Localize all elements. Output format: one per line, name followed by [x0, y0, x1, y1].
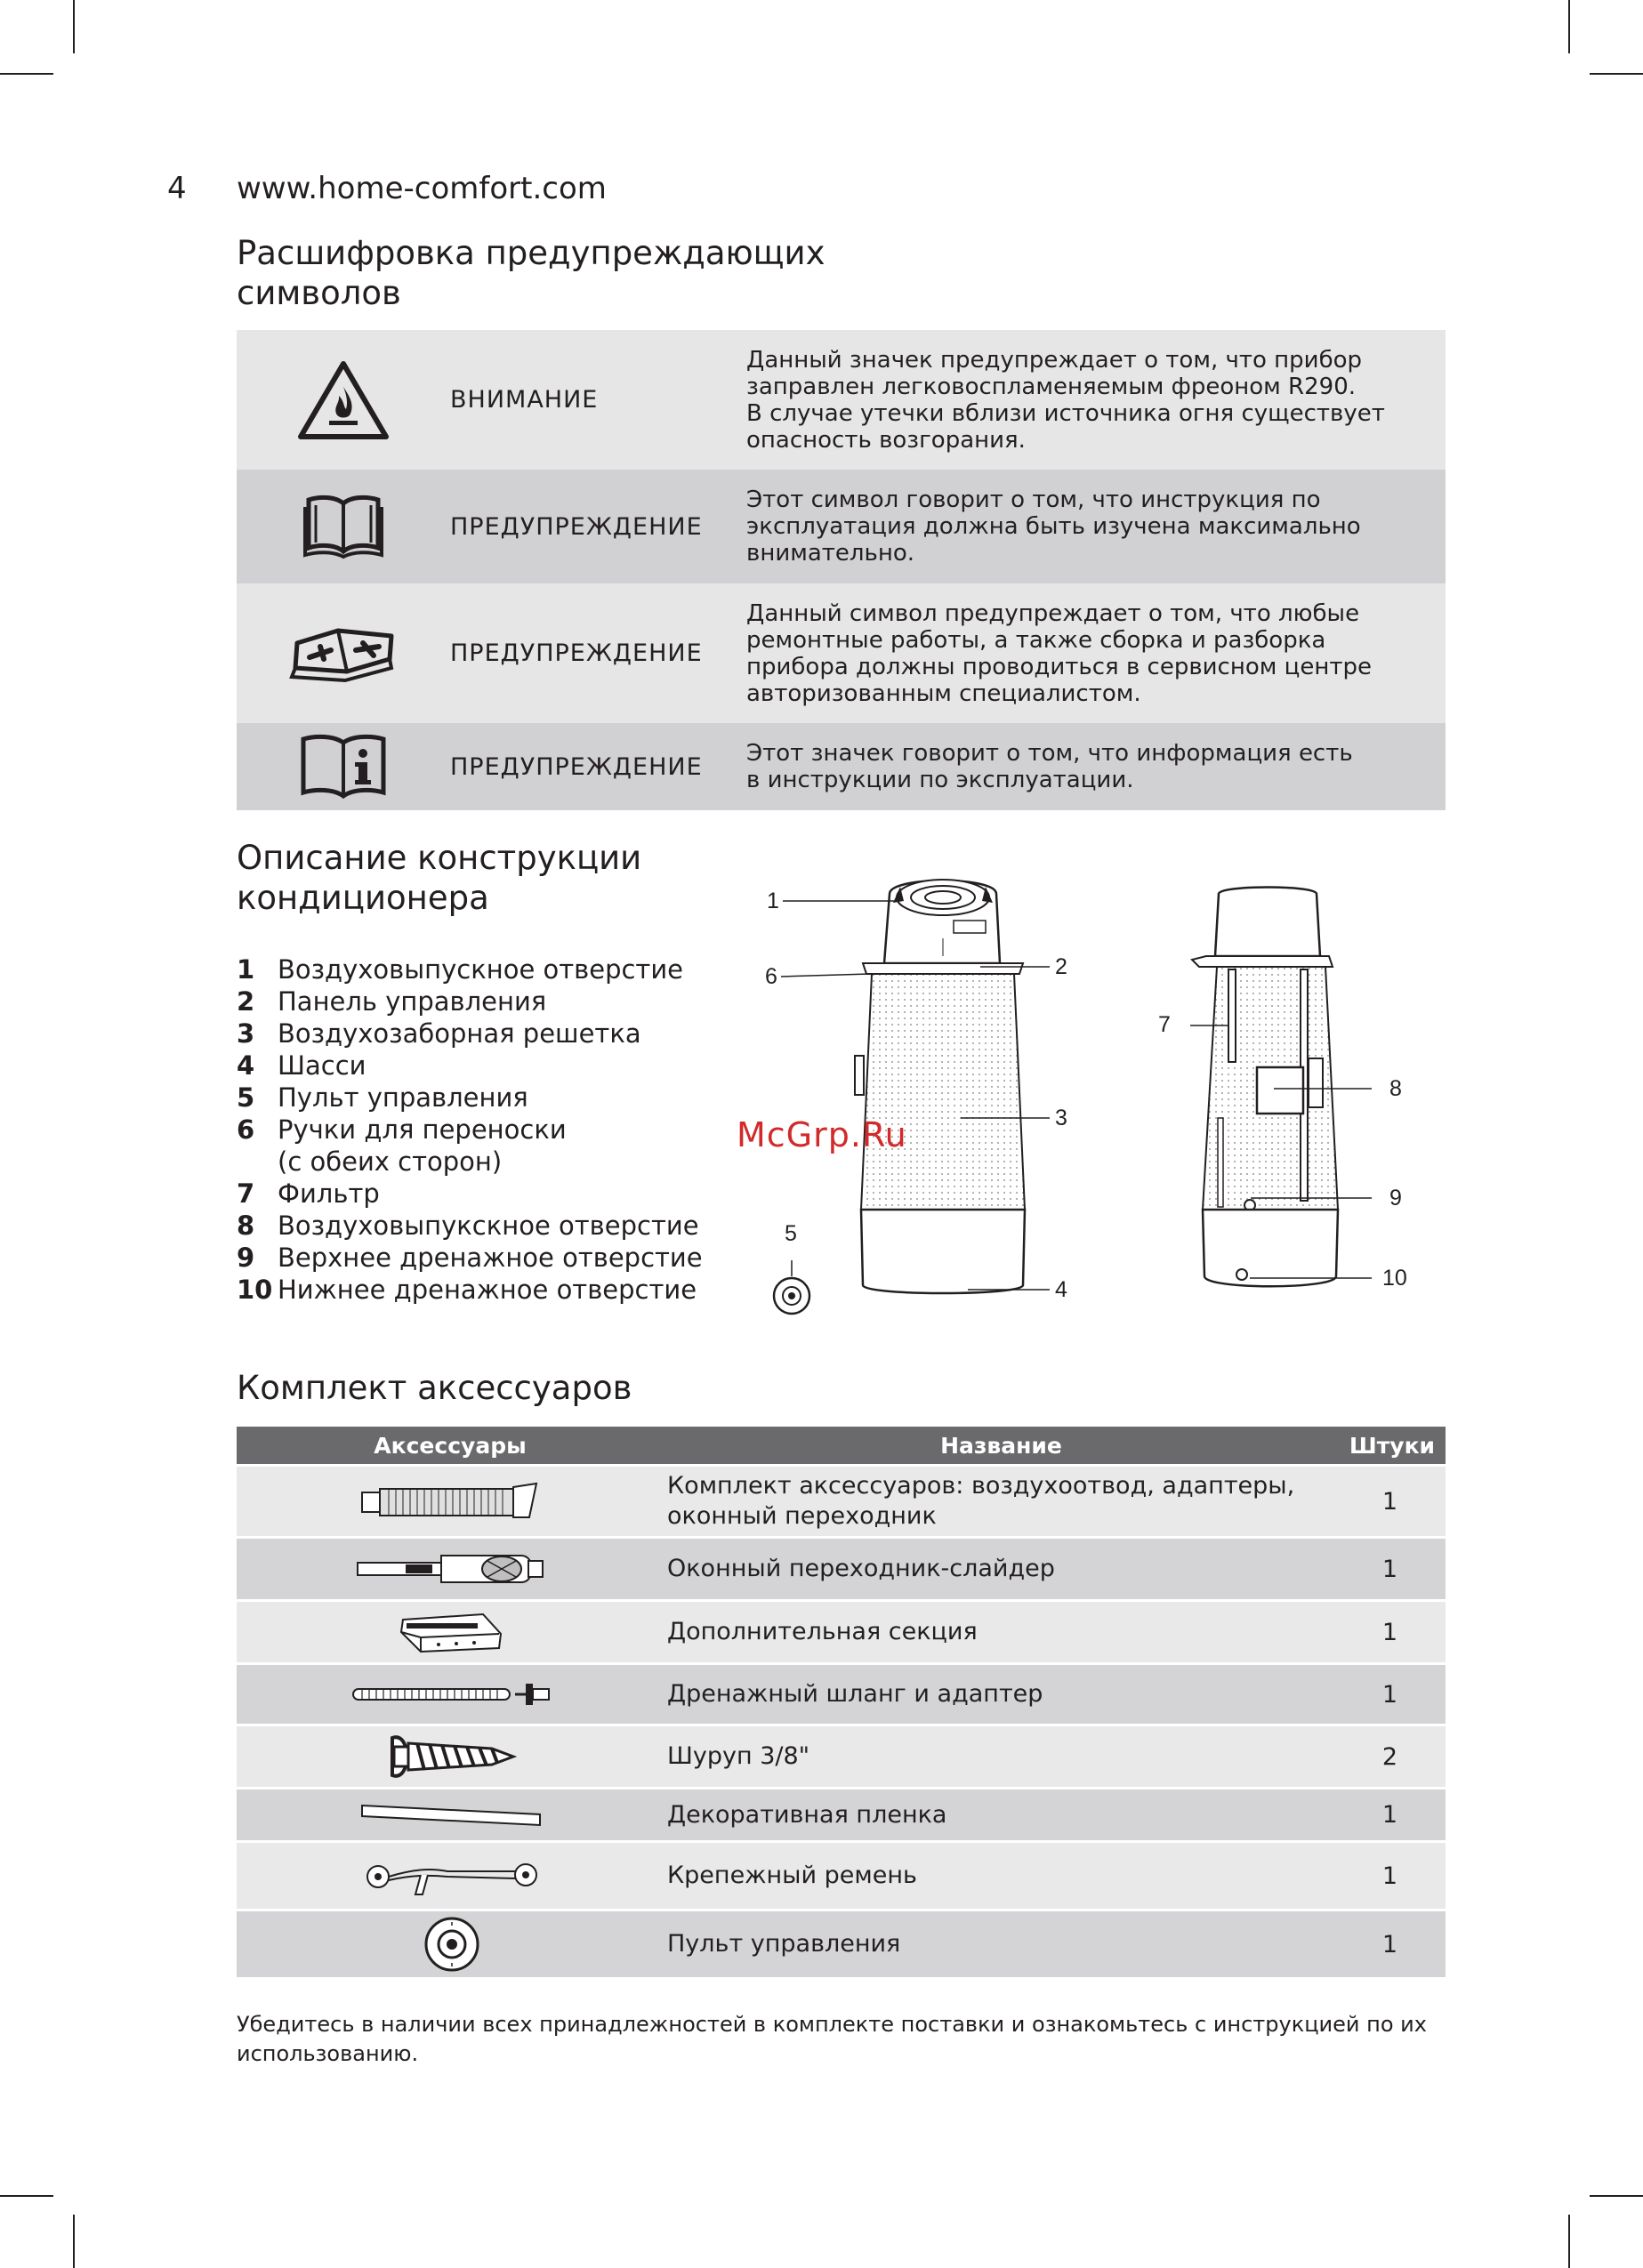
column-header: Название — [940, 1432, 1062, 1459]
service-manual-icon — [237, 623, 450, 684]
accessories-section-title: Комплект аксессуаров — [237, 1369, 632, 1407]
warning-label: ПРЕДУПРЕЖДЕНИЕ — [450, 639, 703, 667]
part-number — [237, 1146, 278, 1178]
note-line: использованию. — [237, 2041, 419, 2066]
table-row — [237, 1909, 1446, 1977]
part-number: 7 — [237, 1178, 255, 1209]
extra-section-icon — [237, 1607, 667, 1657]
accessory-quantity: 1 — [1381, 1487, 1398, 1516]
description-line: Этот символ говорит о том, что инструкция по — [746, 487, 1321, 513]
column-header: Аксессуары — [374, 1432, 527, 1459]
list-item — [237, 1082, 703, 1114]
part-number: 8 — [237, 1210, 255, 1241]
name-line: оконный переходник — [667, 1502, 937, 1530]
list-item — [237, 1114, 703, 1146]
part-name: Шасси — [278, 1050, 366, 1081]
table-row — [237, 1464, 1446, 1536]
warning-label: ВНИМАНИЕ — [450, 386, 599, 414]
warning-row — [237, 330, 1446, 470]
warning-description — [746, 347, 1446, 454]
column-header: Штуки — [1349, 1432, 1436, 1459]
accessory-name — [667, 1741, 1334, 1772]
table-row — [237, 1662, 1446, 1724]
strap-icon — [237, 1852, 667, 1900]
part-number: 4 — [237, 1050, 255, 1081]
crop-mark — [0, 73, 53, 75]
website-url[interactable]: www.home-comfort.com — [237, 171, 607, 206]
list-item — [237, 985, 703, 1017]
remote-control-drawing — [774, 1278, 809, 1314]
description-line: в инструкции по эксплуатации. — [746, 767, 1134, 793]
accessory-name — [667, 1554, 1334, 1584]
accessory-name — [667, 1800, 1334, 1830]
warning-row — [237, 470, 1446, 583]
name-line: Шуруп 3/8" — [667, 1742, 810, 1770]
warning-label: ПРЕДУПРЕЖДЕНИЕ — [450, 512, 703, 541]
diagram-label: 6 — [765, 964, 777, 989]
part-name: Воздухозаборная решетка — [278, 1018, 641, 1049]
description-line: внимательно. — [746, 540, 915, 567]
accessory-quantity: 1 — [1381, 1862, 1398, 1890]
part-name: Нижнее дренажное отверстие — [278, 1275, 697, 1305]
description-line: прибора должны проводиться в сервисном центре — [746, 653, 1372, 680]
parts-list — [237, 953, 703, 1306]
part-name: Верхнее дренажное отверстие — [278, 1243, 703, 1273]
table-row — [237, 1840, 1446, 1909]
flammable-warning-icon — [237, 360, 450, 440]
description-line: заправлен легковоспламеняемым фреоном R290. — [746, 373, 1357, 400]
part-number: 2 — [237, 986, 255, 1017]
part-name: Пульт управления — [278, 1082, 528, 1113]
watermark: McGrp.Ru — [737, 1115, 907, 1154]
warning-symbols-table — [237, 330, 1446, 810]
accessory-quantity: 1 — [1381, 1618, 1398, 1646]
drain-hose-icon — [237, 1678, 667, 1710]
accessory-name — [667, 1679, 1334, 1709]
crop-mark — [73, 2215, 75, 2268]
table-row — [237, 1724, 1446, 1787]
title-line: Описание конструкции — [237, 839, 642, 877]
part-number: 6 — [237, 1114, 255, 1145]
description-line: авторизованным специалистом. — [746, 680, 1141, 707]
description-line: эксплуатация должна быть изучена максимально — [746, 513, 1361, 540]
list-item — [237, 953, 703, 985]
name-line: Дренажный шланг и адаптер — [667, 1680, 1043, 1708]
part-number: 9 — [237, 1243, 255, 1273]
warning-description — [746, 600, 1446, 707]
symbols-section-title — [237, 233, 825, 313]
diagram-label: 10 — [1382, 1266, 1407, 1291]
page-number: 4 — [167, 171, 187, 206]
diagram-label: 2 — [1055, 954, 1067, 979]
list-item — [237, 1274, 703, 1306]
table-header — [237, 1427, 1446, 1464]
description-line: В случае утечки вблизи источника огня существует — [746, 399, 1385, 427]
screw-icon — [237, 1729, 667, 1784]
list-item — [237, 1178, 703, 1210]
accessory-name — [667, 1471, 1334, 1532]
construction-section-title — [237, 838, 641, 918]
warning-description — [746, 740, 1446, 793]
name-line: Комплект аксессуаров: воздухоотвод, адаптеры, — [667, 1472, 1295, 1500]
list-item — [237, 1146, 703, 1178]
warning-row — [237, 583, 1446, 723]
crop-mark — [1590, 2195, 1643, 2197]
manual-book-icon — [237, 493, 450, 560]
diagram-label: 8 — [1389, 1076, 1402, 1101]
name-line: Дополнительная секция — [667, 1618, 978, 1645]
description-line: опасность возгорания. — [746, 426, 1026, 454]
accessory-quantity: 2 — [1381, 1742, 1398, 1771]
name-line: Пульт управления — [667, 1930, 901, 1958]
list-item — [237, 1017, 703, 1050]
part-name: Фильтр — [278, 1178, 380, 1209]
description-line: Данный символ предупреждает о том, что любые — [746, 599, 1360, 627]
table-row — [237, 1536, 1446, 1599]
front-view — [855, 880, 1025, 1293]
warning-row — [237, 723, 1446, 810]
accessories-table — [237, 1427, 1446, 1977]
part-name: Ручки для переноски — [278, 1114, 567, 1145]
description-line: Этот значек говорит о том, что информация есть — [746, 740, 1353, 767]
accessory-quantity: 1 — [1381, 1801, 1398, 1829]
list-item — [237, 1050, 703, 1082]
diagram-label: 5 — [785, 1221, 797, 1246]
back-view — [1192, 888, 1338, 1287]
accessory-name — [667, 1929, 1334, 1959]
part-number: 10 — [237, 1275, 273, 1305]
accessory-quantity: 1 — [1381, 1555, 1398, 1583]
part-name: (с обеих сторон) — [278, 1146, 503, 1177]
name-line: Крепежный ремень — [667, 1862, 917, 1889]
part-number: 1 — [237, 954, 255, 985]
list-item — [237, 1210, 703, 1242]
accessory-name — [667, 1617, 1334, 1647]
crop-mark — [1568, 2215, 1570, 2268]
title-line: символов — [237, 274, 401, 312]
part-name: Панель управления — [278, 986, 547, 1017]
diagram-label: 1 — [767, 889, 779, 913]
diagram-label: 3 — [1055, 1106, 1067, 1130]
part-name: Воздуховыпускное отверстие — [278, 954, 684, 985]
part-number: 3 — [237, 1018, 255, 1049]
crop-mark — [1590, 73, 1643, 75]
note-line: Убедитесь в наличии всех принадлежностей в комплекте поставки и ознакомьтесь с инструкцией по их — [237, 2012, 1427, 2037]
diagram-label: 4 — [1055, 1277, 1067, 1302]
footer-note — [237, 2010, 1464, 2069]
info-manual-icon — [237, 734, 450, 800]
diagram-label: 9 — [1389, 1186, 1402, 1210]
accessory-name — [667, 1861, 1334, 1891]
table-row — [237, 1787, 1446, 1840]
accessory-quantity: 1 — [1381, 1680, 1398, 1709]
air-conditioner-diagram — [747, 867, 1441, 1330]
list-item — [237, 1242, 703, 1274]
exhaust-hose-icon — [237, 1476, 667, 1526]
diagram-label: 7 — [1158, 1012, 1171, 1037]
crop-mark — [0, 2195, 53, 2197]
crop-mark — [73, 0, 75, 53]
crop-mark — [1568, 0, 1570, 53]
warning-label: ПРЕДУПРЕЖДЕНИЕ — [450, 752, 703, 781]
part-name: Воздуховыпукскное отверстие — [278, 1210, 699, 1241]
accessory-quantity: 1 — [1381, 1930, 1398, 1958]
name-line: Оконный переходник-слайдер — [667, 1555, 1055, 1582]
window-slider-icon — [237, 1547, 667, 1591]
title-line: кондиционера — [237, 879, 489, 917]
description-line: Данный значек предупреждает о том, что прибор — [746, 346, 1363, 374]
part-number: 5 — [237, 1082, 255, 1113]
remote-control-icon — [237, 1915, 667, 1974]
warning-description — [746, 487, 1446, 567]
decor-film-icon — [237, 1800, 667, 1830]
table-row — [237, 1599, 1446, 1662]
title-line: Расшифровка предупреждающих — [237, 234, 826, 272]
name-line: Декоративная пленка — [667, 1800, 947, 1829]
description-line: ремонтные работы, а также сборка и разборка — [746, 626, 1326, 654]
